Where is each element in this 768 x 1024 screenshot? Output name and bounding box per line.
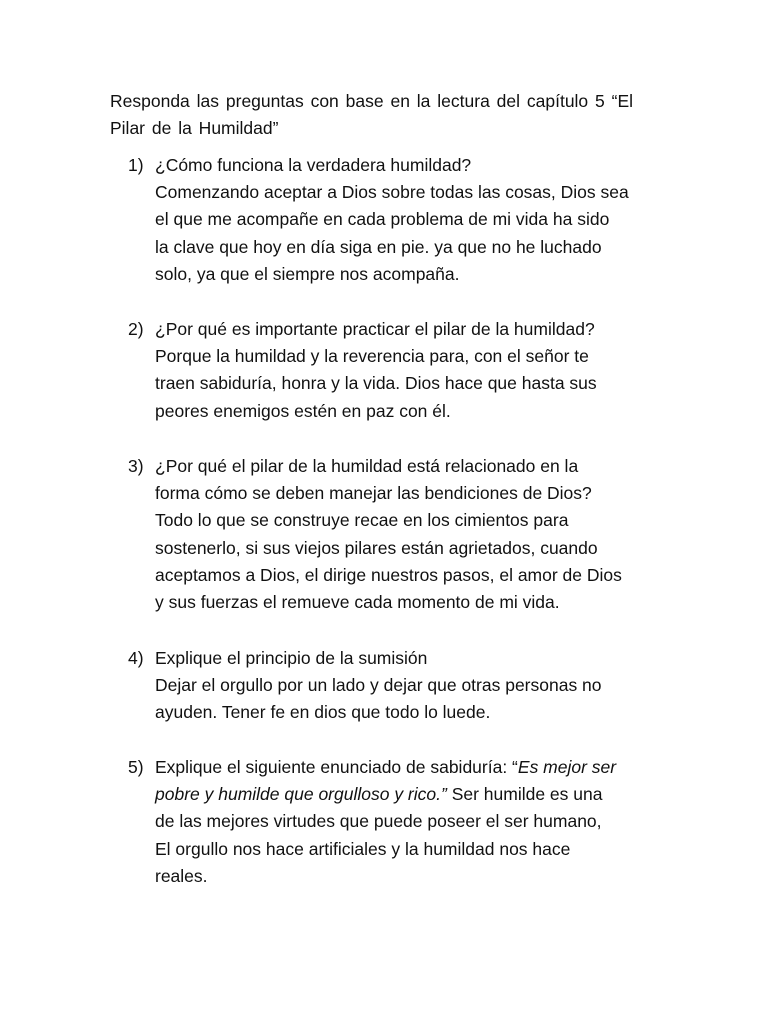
question-2-title: 2) ¿Por qué es importante practicar el pilar de la humildad?	[128, 316, 663, 343]
question-number: 3)	[128, 456, 144, 476]
answer-line: solo, ya que el siempre nos acompaña.	[155, 263, 460, 284]
answer-line: reales.	[155, 865, 208, 886]
question-number: 4)	[128, 648, 144, 668]
question-5	[128, 754, 663, 890]
question-3-title: 3) ¿Por qué el pilar de la humildad está relacionado en la	[128, 453, 663, 480]
answer-line: sostenerlo, si sus viejos pilares están agrietados, cuando	[155, 537, 598, 558]
answer-line: ayuden. Tener fe en dios que todo lo luede.	[155, 702, 491, 723]
answer-line: El orgullo nos hace artificiales y la humildad nos hace	[155, 838, 571, 859]
question-4-title: 4) Explique el principio de la sumisión	[128, 645, 663, 672]
question-2	[128, 316, 663, 425]
answer-line: Todo lo que se construye recae en los cimientos para	[155, 510, 569, 531]
question-number: 5)	[128, 757, 144, 777]
question-3	[128, 453, 663, 616]
quote-text: pobre y humilde que orgulloso y rico.”	[155, 784, 447, 805]
question-number: 2)	[128, 319, 144, 339]
question-5-title: 5) Explique el siguiente enunciado de sabiduría: “Es mejor ser	[128, 754, 663, 781]
question-3-title-cont: forma cómo se deben manejar las bendiciones de Dios?	[155, 483, 592, 504]
answer-line: Dejar el orgullo por un lado y dejar que otras personas no	[155, 675, 602, 696]
instructions-text: Responda las preguntas con base en la lectura del capítulo 5 “El Pilar de la Humildad”	[110, 91, 634, 138]
question-number: 1)	[128, 155, 144, 175]
question-1	[128, 152, 663, 288]
answer-line: traen sabiduría, honra y la vida. Dios hace que hasta sus	[155, 373, 597, 394]
answer-line: de las mejores virtudes que puede poseer el ser humano,	[155, 811, 602, 832]
question-5-title-cont: pobre y humilde que orgulloso y rico.” Ser humilde es una	[155, 784, 603, 805]
answer-line: el que me acompañe en cada problema de mi vida ha sido	[155, 209, 610, 230]
answer-line: y sus fuerzas el remueve cada momento de mi vida.	[155, 592, 560, 613]
answer-line: aceptamos a Dios, el dirige nuestros pasos, el amor de Dios	[155, 564, 622, 585]
answer-line: la clave que hoy en día siga en pie. ya que no he luchado	[155, 236, 602, 257]
answer-line: Porque la humildad y la reverencia para, con el señor te	[155, 346, 589, 367]
answer-line: Comenzando aceptar a Dios sobre todas las cosas, Dios sea	[155, 182, 629, 203]
question-4	[128, 645, 663, 727]
quote-text: Es mejor ser	[517, 757, 617, 777]
answer-line: peores enemigos estén en paz con él.	[155, 400, 451, 421]
question-1-title: 1) ¿Cómo funciona la verdadera humildad?	[128, 152, 663, 179]
